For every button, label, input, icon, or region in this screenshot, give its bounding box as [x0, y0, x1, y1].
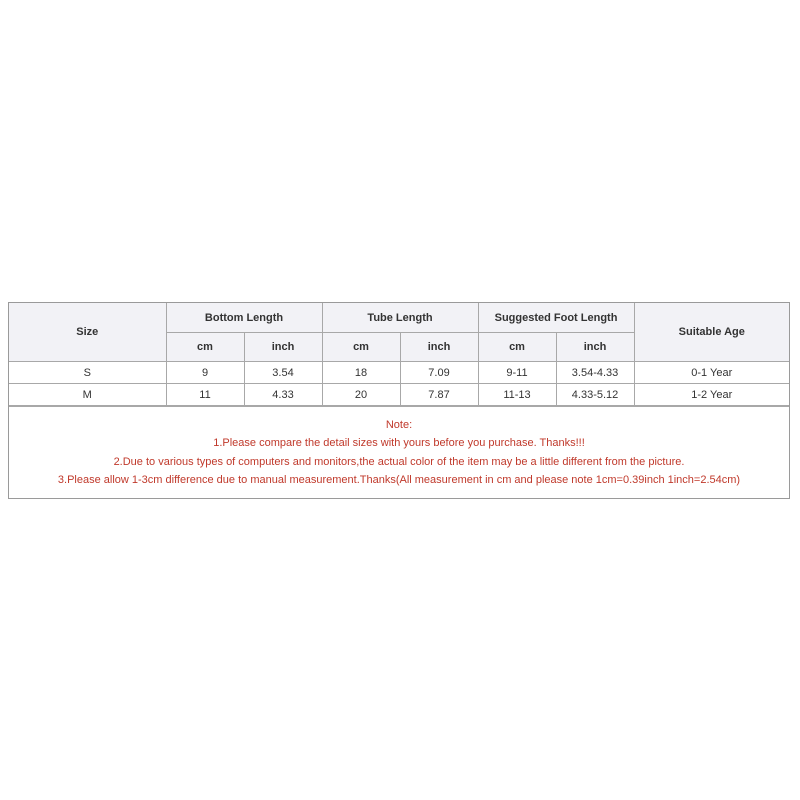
cell-bottom-cm: 11 — [166, 384, 244, 406]
header-size: Size — [9, 303, 166, 362]
table-row — [9, 384, 789, 406]
note-title: Note: — [385, 418, 413, 431]
cell-foot-cm: 9-11 — [478, 362, 556, 384]
cell-size: S — [9, 362, 166, 384]
cell-tube-inch: 7.09 — [400, 362, 478, 384]
unit-bottom-inch: inch — [244, 333, 322, 362]
size-chart — [8, 302, 790, 499]
header-suggested-foot-length: Suggested Foot Length — [478, 303, 634, 333]
cell-foot-cm: 11-13 — [478, 384, 556, 406]
table-row — [9, 362, 789, 384]
unit-bottom-cm: cm — [166, 333, 244, 362]
cell-age: 1-2 Year — [634, 384, 789, 406]
notes-section — [9, 406, 789, 498]
cell-foot-inch: 3.54-4.33 — [556, 362, 634, 384]
cell-size: M — [9, 384, 166, 406]
unit-foot-inch: inch — [556, 333, 634, 362]
cell-tube-cm: 20 — [322, 384, 400, 406]
cell-foot-inch: 4.33-5.12 — [556, 384, 634, 406]
header-tube-length: Tube Length — [322, 303, 478, 333]
header-bottom-length: Bottom Length — [166, 303, 322, 333]
unit-tube-cm: cm — [322, 333, 400, 362]
header-suitable-age: Suitable Age — [634, 303, 789, 362]
size-table — [9, 303, 789, 406]
cell-tube-cm: 18 — [322, 362, 400, 384]
unit-foot-cm: cm — [478, 333, 556, 362]
note-line: 2.Due to various types of computers and monitors,the actual color of the item may be a little different from the picture. — [113, 455, 685, 468]
unit-tube-inch: inch — [400, 333, 478, 362]
cell-tube-inch: 7.87 — [400, 384, 478, 406]
cell-bottom-inch: 3.54 — [244, 362, 322, 384]
cell-age: 0-1 Year — [634, 362, 789, 384]
cell-bottom-inch: 4.33 — [244, 384, 322, 406]
note-line: 3.Please allow 1-3cm difference due to manual measurement.Thanks(All measurement in cm and please note 1cm=0.39inch 1inch=2.54cm) — [57, 474, 741, 486]
cell-bottom-cm: 9 — [166, 362, 244, 384]
note-line: 1.Please compare the detail sizes with yours before you purchase. Thanks!!! — [213, 437, 585, 449]
